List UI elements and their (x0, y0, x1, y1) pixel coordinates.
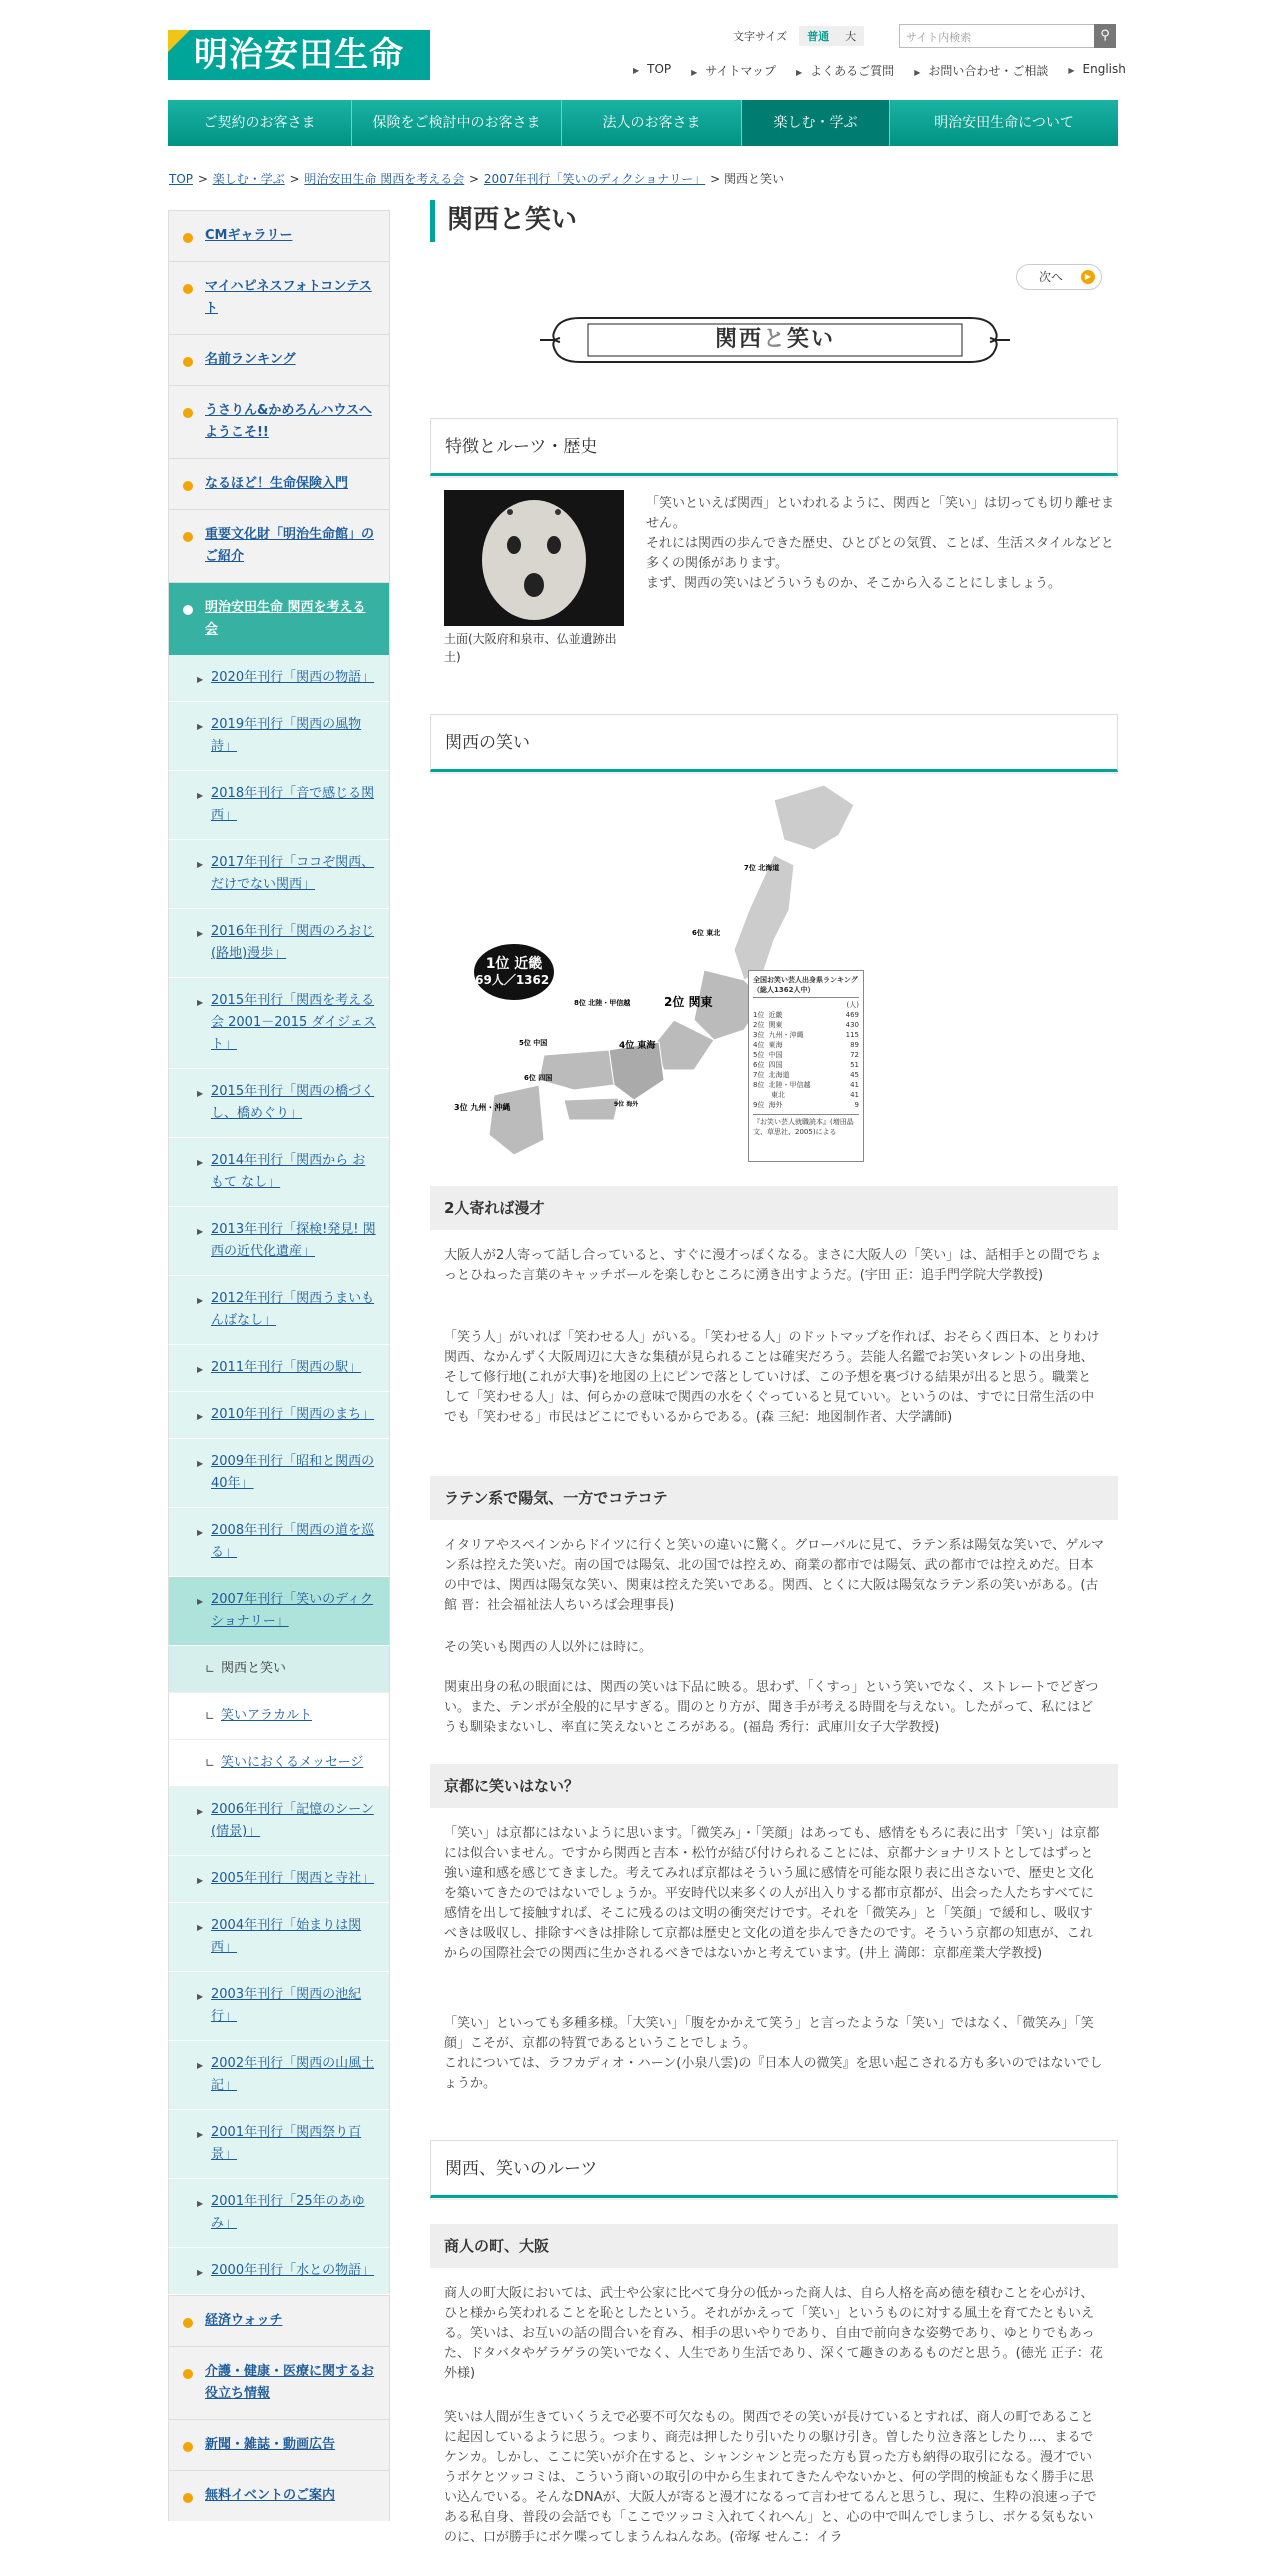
sidebar-item-meiji-hall[interactable] (168, 509, 390, 582)
map-label: 6位 四国 (524, 1074, 553, 1082)
sidebar-sub-item[interactable] (168, 2041, 390, 2110)
breadcrumb-link-kansai[interactable]: 明治安田生命 関西を考える会 (304, 172, 465, 186)
arrow-right-icon: ▶ (1081, 270, 1095, 284)
intro-paragraph: それには関西の歩んできた歴史、ひとびとの気質、ことば、生活スタイルなどと多くの関係があります。 (646, 536, 1114, 571)
intro-paragraph: まず、関西の笑いはどういうものか、そこから入ることにしましょう。 (646, 576, 1061, 591)
ranking-row: 3位 九州・沖縄 115 (753, 1031, 859, 1039)
sidebar-sub-link[interactable]: 2000年刊行「水との物語」 (211, 2263, 375, 2278)
sidebar-item-insurance[interactable] (168, 458, 390, 509)
sidebar-item-label[interactable]: なるほど！生命保険入門 (205, 476, 349, 491)
paragraph: 「笑い」は京都にはないように思います。「微笑み」・「笑顔」はあっても、感情をもろに表に出す「笑い」は京都には似合いません。ですから関西と吉本・松竹が結び付けられることには、京都ナショナリストとしてはずっと強い違和感を感じてきました。考えてみれば京都はそういう風に感情を可能な限り表に出さないで、歴史と文化を築いてきたのではないでしょうか。平安時代以来多くの人が出入りする都市京都が、出会った人たちすべてに感情を出して接触すれば、そこに残るのは文明の衝突だけです。それを「微笑み」と「笑顔」で緩和し、吸収すべきは吸収し、排除すべきは排除して京都は歴史と文化の道を歩んできたのです。そういう京都の知恵が、これからの国際社会での関西に生かされるべきではないかと考えています。(井上 満郎：京都産業大学教授) (444, 1826, 1100, 1961)
paragraph: 「笑う人」がいれば「笑わせる人」がいる。「笑わせる人」のドットマップを作れば、おそらく西日本、とりわけ関西、なかんずく大阪周辺に大きな集積が見られることは確実だろう。芸能人名鑑でお笑いタレントの出身地、そして修行地(これが大事)を地図の上にピンで落としていけば、この予想を裏づける結果が出ると思う。職業として「笑わせる人」は、何らかの意味で関西の水をくぐっていると見ていい。というのは、すでに日常生活の中でも「笑わせる」市民はどこにでもいるからである。(森 三紀：地図制作者、大学講師) (444, 1330, 1100, 1425)
sidebar-item-events[interactable] (168, 2470, 390, 2521)
sidebar-sub-link[interactable]: 2007年刊行「笑いのディクショナリー」 (211, 1592, 374, 1629)
mask-photo (444, 490, 624, 626)
sidebar-sub-link[interactable]: 2016年刊行「関西のろおじ(路地)漫歩」 (211, 924, 375, 961)
ranking-table (748, 970, 864, 1162)
sidebar-sub-link[interactable]: 2001年刊行「関西祭り百景」 (211, 2125, 362, 2162)
next-button[interactable] (1016, 264, 1102, 290)
map-label: 3位 九州・沖縄 (454, 1103, 511, 1112)
sidebar-item-kansai[interactable] (168, 582, 390, 655)
subheading-merchant-town: 商人の町、大阪 (430, 2224, 1118, 2268)
subheading-manzai: 2人寄れば漫才 (430, 1186, 1118, 1230)
ranking-row: 4位 東海 89 (753, 1041, 859, 1049)
gnav-item-contract[interactable]: ご契約のお客さま (168, 100, 352, 146)
site-header (168, 0, 1126, 100)
search-icon[interactable]: ⚲ (1094, 24, 1116, 48)
sidebar-sub-item[interactable] (168, 1439, 390, 1508)
sidebar-item-care[interactable] (168, 2346, 390, 2419)
sidebar-sub-link[interactable]: 2001年刊行「25年のあゆみ」 (211, 2194, 365, 2231)
gnav-item-enjoy[interactable]: 楽しむ・学ぶ (742, 100, 890, 146)
paragraph: これについては、ラフカディオ・ハーン(小泉八雲)の『日本人の微笑』を思い起こされる方も多いのではないでしょうか。 (444, 2056, 1103, 2091)
utility-nav (613, 62, 1126, 79)
subheading-kyoto: 京都に笑いはない？ (430, 1764, 1118, 1808)
sidebar-sub-item[interactable] (168, 1392, 390, 1439)
intro-paragraph: 「笑いといえば関西」といわれるように、関西と「笑い」は切っても切り離せません。 (646, 496, 1115, 531)
map-label: 2位 関東 (664, 995, 713, 1009)
sidebar-item-label[interactable]: 介護・健康・医療に関するお役立ち情報 (205, 2364, 375, 2401)
sidebar-leaf-item[interactable] (168, 1693, 390, 1740)
map-callout (474, 944, 554, 1000)
sidebar-sub-link[interactable]: 2006年刊行「記憶のシーン(情景)」 (211, 1802, 374, 1839)
sidebar-item-usarin[interactable] (168, 385, 390, 458)
sidebar-sub-link[interactable]: 2017年刊行「ココぞ関西、だけでない関西」 (211, 855, 375, 892)
map-callout-rank: 1位 近畿 (485, 956, 543, 972)
utility-link-contact[interactable]: ▶ お問い合わせ・ご相談 (914, 62, 1048, 79)
breadcrumb-link-enjoy[interactable]: 楽しむ・学ぶ (212, 172, 285, 186)
sidebar-item-cm[interactable] (168, 210, 390, 261)
sidebar-sub-link[interactable]: 2011年刊行「関西の駅」 (211, 1360, 362, 1375)
sidebar-sub-link[interactable]: 2003年刊行「関西の池紀行」 (211, 1987, 362, 2024)
utility-link-top[interactable]: ▶ TOP (633, 62, 671, 79)
breadcrumb-link-top[interactable]: TOP (169, 172, 194, 186)
sidebar-item-ads[interactable] (168, 2419, 390, 2470)
sidebar-sub-item[interactable] (168, 1069, 390, 1138)
paragraph: その笑いも関西の人以外には時に。 (444, 1640, 653, 1655)
banner-title (540, 310, 1010, 370)
paragraph: 大阪人が2人寄って話し合っていると、すぐに漫才っぽくなる。まさに大阪人の「笑い」は、話相手との間でちょっとひねった言葉のキャッチボールを楽しむところに湧き出すようだ。(宇田 正：追手門学院大学教授) (444, 1248, 1103, 1283)
sidebar-sub-link[interactable]: 2013年刊行「探検!発見! 関西の近代化遺産」 (211, 1222, 376, 1259)
sidebar-sub-link[interactable]: 2014年刊行「関西から おもて なし」 (211, 1153, 366, 1190)
map-label: 7位 北海道 (744, 864, 780, 872)
sidebar-leaf-link[interactable]: 笑いにおくるメッセージ (221, 1755, 364, 1770)
sidebar-item-label[interactable]: CMギャラリー (205, 228, 293, 243)
global-nav (168, 100, 1118, 146)
sidebar-sub-item[interactable] (168, 978, 390, 1069)
sidebar-sub-item[interactable] (168, 1856, 390, 1903)
ranking-unit: (人) (846, 1001, 859, 1009)
text-size-label: 文字サイズ (733, 30, 788, 43)
ranking-row: 7位 北海道 45 (753, 1071, 859, 1079)
title-banner (540, 310, 1010, 370)
utility-link-english[interactable]: ▶ English (1068, 62, 1126, 79)
sidebar-item-label[interactable]: 明治安田生命 関西を考える会 (205, 600, 366, 637)
sidebar-sub-item[interactable] (168, 771, 390, 840)
ranking-row: 6位 四国 51 (753, 1061, 859, 1069)
sidebar-sub-link[interactable]: 2018年刊行「音で感じる関西」 (211, 786, 375, 823)
sidebar-leaf-label: 関西と笑い (221, 1661, 287, 1676)
gnav-item-corporate[interactable]: 法人のお客さま (562, 100, 742, 146)
ranking-title: 全国お笑い芸人出身県ランキング（総人1362人中） (753, 975, 859, 998)
sidebar-item-label[interactable]: 重要文化財「明治生命館」のご紹介 (205, 527, 375, 564)
sidebar-item-label[interactable]: 新聞・雑誌・動画広告 (205, 2437, 336, 2452)
sidebar-sub-item[interactable] (168, 2248, 390, 2295)
sidebar-item-photo[interactable] (168, 261, 390, 334)
section-heading-roots-of-laugh: 関西、笑いのルーツ (430, 2140, 1118, 2198)
sidebar-sub-link[interactable]: 2015年刊行「関西の橋づくし、橋めぐり」 (211, 1084, 375, 1121)
sidebar-sub-link[interactable]: 2010年刊行「関西のまち」 (211, 1407, 375, 1422)
sidebar-item-label[interactable]: うさりん&かめろんハウスへようこそ!! (205, 403, 372, 440)
search-input[interactable]: サイト内検索 (899, 24, 1099, 48)
sidebar-sub-item[interactable] (168, 909, 390, 978)
paragraph: 笑いは人間が生きていくうえで必要不可欠なもの。関西でその笑いが長けているとすれば、商人の町であることに起因しているように思う。つまり、商売は押したり引いたりの駆け引き。曽したり泣き落としたり…、まるでケンカ。しかし、ここに笑いが介在すると、シャンシャンと売った方も買った方も納得の取引になる。漫才でいうボケとツッコミは、こういう商いの取引の中から生まれてきたんやないかと、何の学問的検証もなく勝手に思い込んでいる。そんなDNAが、大阪人が寄ると漫才になるって言わせてるんと思うし、現に、生粋の浪速っ子である私自身、普段の会話でも「ここでツッコミ入れてくれへん」と、心の中で叫んでしまうし、ボケる気もないのに、口が勝手にボケ喋ってしまうんねんなあ。(帝塚 せんこ：イラ (444, 2410, 1097, 2545)
sidebar-sub-link[interactable]: 2012年刊行「関西うまいもんばなし」 (211, 1291, 375, 1328)
banner-word-warai: 笑い (787, 327, 836, 352)
sidebar-sub-item[interactable] (168, 655, 390, 702)
mask-caption: 土面(大阪府和泉市、仏並遺跡出土) (444, 632, 617, 664)
section-heading-roots: 特徴とルーツ・歴史 (430, 418, 1118, 476)
ranking-row: 1位 近畿 469 (753, 1011, 859, 1019)
sidebar-item-label[interactable]: 経済ウォッチ (205, 2313, 283, 2328)
banner-word-to: と (762, 327, 787, 352)
text-size-switcher (733, 26, 864, 46)
sidebar-item-label[interactable]: 無料イベントのご案内 (205, 2488, 336, 2503)
sidebar-item-label[interactable]: マイハピネスフォトコンテスト (205, 279, 372, 316)
sidebar-item-label[interactable]: 名前ランキング (205, 352, 296, 367)
ranking-row: 2位 関東 430 (753, 1021, 859, 1029)
banner-word-kansai: 関西 (714, 327, 763, 352)
map-label: 4位 東海 (619, 1041, 656, 1051)
paragraph: 商人の町大阪においては、武士や公家に比べて身分の低かった商人は、自ら人格を高め徳を積むことを心がけ、ひと様から笑われることを恥としたという。それがかえって「笑い」というものに対する風土を育てたともいえる。笑いは、お互いの話の間合いを育み、相手の思いやりであり、自由で前向きな姿勢であり、ゆとりでもあった、ドタバタやゲラゲラの笑いでなく、人生であり生活であり、深くて趣きのあるものだと思う。(徳光 正子：花外様) (444, 2286, 1103, 2381)
intro-text (646, 494, 1116, 594)
text-size-large-button[interactable]: 大 (837, 26, 864, 46)
sidebar-sub-link[interactable]: 2008年刊行「関西の道を巡る」 (211, 1523, 375, 1560)
paragraph: 「笑い」といっても多種多様。「大笑い」「腹をかかえて笑う」と言ったような「笑い」ではなく、「微笑み」「笑顔」こそが、京都の特質であるということでしょう。 (444, 2016, 1094, 2051)
sidebar-leaf-link[interactable]: 笑いアラカルト (221, 1708, 313, 1723)
gnav-item-about[interactable]: 明治安田生命について (934, 115, 1074, 131)
ranking-row: 8位 北陸・甲信越 41 (753, 1081, 859, 1089)
utility-link-sitemap[interactable]: ▶ サイトマップ (691, 62, 776, 79)
sidebar-sub-item[interactable] (168, 1903, 390, 1972)
breadcrumb-link-2007[interactable]: 2007年刊行「笑いのディクショナリー」 (483, 172, 706, 186)
ranking-row: 5位 中国 72 (753, 1051, 859, 1059)
map-label: 5位 中国 (519, 1039, 548, 1047)
sidebar-sub-link[interactable]: 2005年刊行「関西と寺社」 (211, 1871, 375, 1886)
sidebar-sub-item[interactable] (168, 1345, 390, 1392)
next-button-label: 次へ (1039, 270, 1064, 284)
map-label: 9位 海外 (614, 1101, 639, 1108)
sidebar-sub-link[interactable]: 2020年刊行「関西の物語」 (211, 670, 375, 685)
sidebar-sub-item[interactable] (168, 1276, 390, 1345)
sidebar-sub-link[interactable]: 2004年刊行「始まりは関西」 (211, 1918, 362, 1955)
breadcrumb-current: 関西と笑い (723, 172, 784, 186)
clay-mask-image (444, 490, 624, 626)
sidebar-sub-item[interactable] (168, 1138, 390, 1207)
sidebar-sub-item[interactable] (168, 1787, 390, 1856)
sidebar-item-names[interactable] (168, 334, 390, 385)
main-content (430, 200, 1118, 2545)
sidebar-item-economy[interactable] (168, 2295, 390, 2346)
map-callout-count: 469人／1362人 (466, 973, 562, 987)
text-size-normal-button[interactable]: 普通 (799, 26, 837, 46)
map-label: 8位 北陸・甲信越 (574, 999, 631, 1007)
mask-figure (444, 490, 624, 666)
section-heading-kansai-laugh: 関西の笑い (430, 714, 1118, 772)
sidebar-sub-link[interactable]: 2019年刊行「関西の風物詩」 (211, 717, 362, 754)
sidebar-sub-item[interactable] (168, 840, 390, 909)
sidebar-sub-item[interactable] (168, 702, 390, 771)
sidebar-leaf-item[interactable] (168, 1740, 390, 1787)
sidebar-sub-item[interactable] (168, 1972, 390, 2041)
sidebar-sub-item[interactable] (168, 2110, 390, 2179)
sidebar-sub-item[interactable] (168, 1508, 390, 1577)
ranking-row: 9位 海外 9 (753, 1101, 859, 1109)
paragraph: 関東出身の私の眼面には、関西の笑いは下品に映る。思わず、「くすっ」という笑いでなく、ストレートでどぎつい。また、テンポが全般的に早すぎる。間のとり方が、聞き手が考える時間を与えない。したがって、私にはどうも馴染まないし、率直に笑えないところがある。(福島 秀行：武庫川女子大学教授) (444, 1680, 1099, 1735)
sidebar-sub-link[interactable]: 2009年刊行「昭和と関西の40年」 (211, 1454, 375, 1491)
ranking-source: 『お笑い芸人就職読本』(増田晶文、草思社、2005)による (753, 1114, 859, 1137)
paragraph: イタリアやスペインからドイツに行くと笑いの違いに驚く。グローバルに見て、ラテン系は陽気な笑いで、ゲルマン系は控えた笑いだ。南の国では陽気、北の国では控えめ、商業の都市では陽気、武の都市では控えめだ。日本の中では、関西は陽気な笑い、関東は控えた笑いである。関西、とくに大阪は陽気なラテン系の笑いがある。(古館 晋：社会福祉法人ちいろば会理事長) (444, 1538, 1105, 1613)
sidebar-leaf-current (168, 1646, 390, 1693)
sidebar-sub-link[interactable]: 2015年刊行「関西を考える会 2001－2015 ダイジェスト」 (211, 993, 376, 1052)
sidebar-sub-link[interactable]: 2002年刊行「関西の山風土記」 (211, 2056, 375, 2093)
map-label: 6位 東北 (692, 929, 721, 937)
ranking-row: 東北 41 (771, 1091, 859, 1099)
page-title: 関西と笑い (430, 200, 1118, 242)
site-logo[interactable] (168, 30, 430, 80)
utility-link-faq[interactable]: ▶ よくあるご質問 (796, 62, 894, 79)
gnav-item-consider[interactable]: 保険をご検討中のお客さま (352, 100, 562, 146)
sidebar-sub-item[interactable] (168, 2179, 390, 2248)
sidebar-sub-item-active[interactable] (168, 1577, 390, 1646)
subheading-latin: ラテン系で陽気、一方でコテコテ (430, 1476, 1118, 1520)
sidebar-sub-item[interactable] (168, 1207, 390, 1276)
breadcrumb: TOP > 楽しむ・学ぶ > 明治安田生命 関西を考える会 > 2007年刊行「笑いのディクショナリー」 > 関西と笑い (169, 172, 784, 186)
logo-mark-icon (168, 30, 190, 52)
logo-text: 明治安田生命 (194, 35, 404, 75)
sidebar (168, 210, 390, 2521)
